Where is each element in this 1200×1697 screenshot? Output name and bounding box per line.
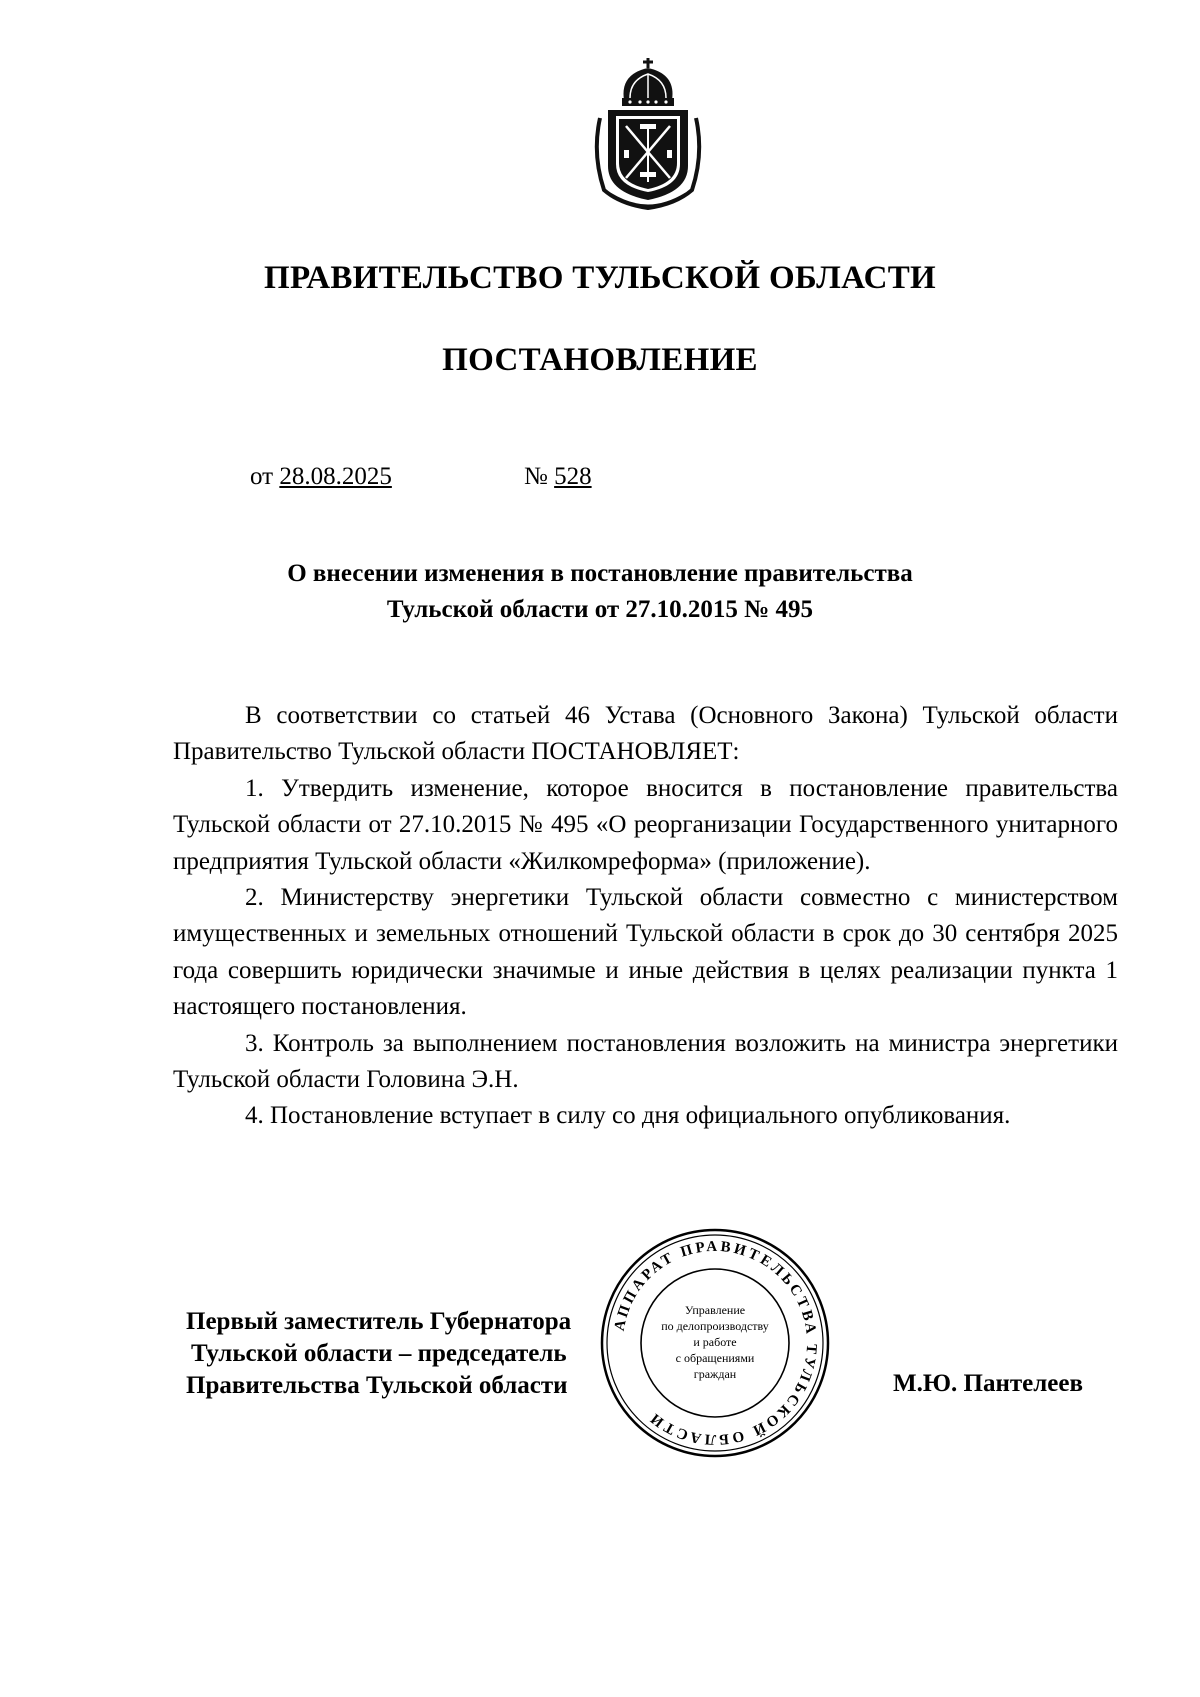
- shield-icon: [608, 110, 688, 200]
- organization-title: ПРАВИТЕЛЬСТВО ТУЛЬСКОЙ ОБЛАСТИ: [264, 260, 936, 296]
- document-subject: [0, 556, 1200, 628]
- intro-paragraph: В соответствии со статьей 46 Устава (Основного Закона) Тульской области Правительство Тульской области ПОСТАНОВЛЯЕТ:: [173, 702, 1118, 766]
- stamp-inner-line-5: граждан: [693, 1367, 737, 1381]
- tula-coat-of-arms-icon: [590, 54, 706, 210]
- item-3-paragraph: 3. Контроль за выполнением постановления возложить на министра энергетики Тульской области Головина Э.Н.: [173, 1029, 1118, 1094]
- document-number: 528: [554, 463, 592, 490]
- item-4-paragraph: 4. Постановление вступает в силу со дня официального опубликования.: [245, 1102, 1011, 1130]
- stamp-inner-line-3: и работе: [693, 1335, 737, 1349]
- item-2-paragraph: 2. Министерству энергетики Тульской области совместно с министерством имущественных и земельных отношений Тульской области в срок до 30 сентября 2025 года совершить юридически значимые и иные действия в целях реализации пункта 1 настоящего постановления.: [173, 884, 1118, 1021]
- official-stamp: [598, 1226, 832, 1460]
- signatory-title: [186, 1306, 571, 1402]
- stamp-inner-line-2: по делопроизводству: [661, 1319, 769, 1333]
- document-number-line: [524, 463, 592, 491]
- document-date: 28.08.2025: [279, 463, 392, 490]
- document-body: [173, 698, 1118, 1135]
- stamp-inner-line-1: Управление: [684, 1303, 746, 1317]
- subject-line-2: Тульской области от 27.10.2015 № 495: [386, 596, 814, 623]
- number-prefix: №: [524, 463, 548, 490]
- item-1-paragraph: 1. Утвердить изменение, которое вносится в постановление правительства Тульской области от 27.10.2015 № 495 «О реорганизации Государственного унитарного предприятия Тульской области «Жилкомреформа» (приложение).: [173, 774, 1118, 875]
- signatory-name: М.Ю. Пантелеев: [893, 1370, 1083, 1397]
- stamp-inner-line-4: с обращениями: [675, 1351, 755, 1365]
- document-type-title: ПОСТАНОВЛЕНИЕ: [442, 342, 758, 378]
- subject-line-1: О внесении изменения в постановление правительства: [287, 560, 913, 587]
- signatory-title-line-1: Первый заместитель Губернатора: [186, 1308, 572, 1335]
- date-prefix: от: [250, 463, 274, 490]
- signatory-title-line-2: Тульской области – председатель: [191, 1340, 567, 1367]
- signatory-title-line-3: Правительства Тульской области: [186, 1372, 568, 1399]
- stamp-ring-text: АППАРАТ ПРАВИТЕЛЬСТВА ТУЛЬСКОЙ ОБЛАСТИ: [611, 1238, 820, 1448]
- crown-icon: [622, 58, 674, 106]
- document-date-line: [250, 463, 392, 491]
